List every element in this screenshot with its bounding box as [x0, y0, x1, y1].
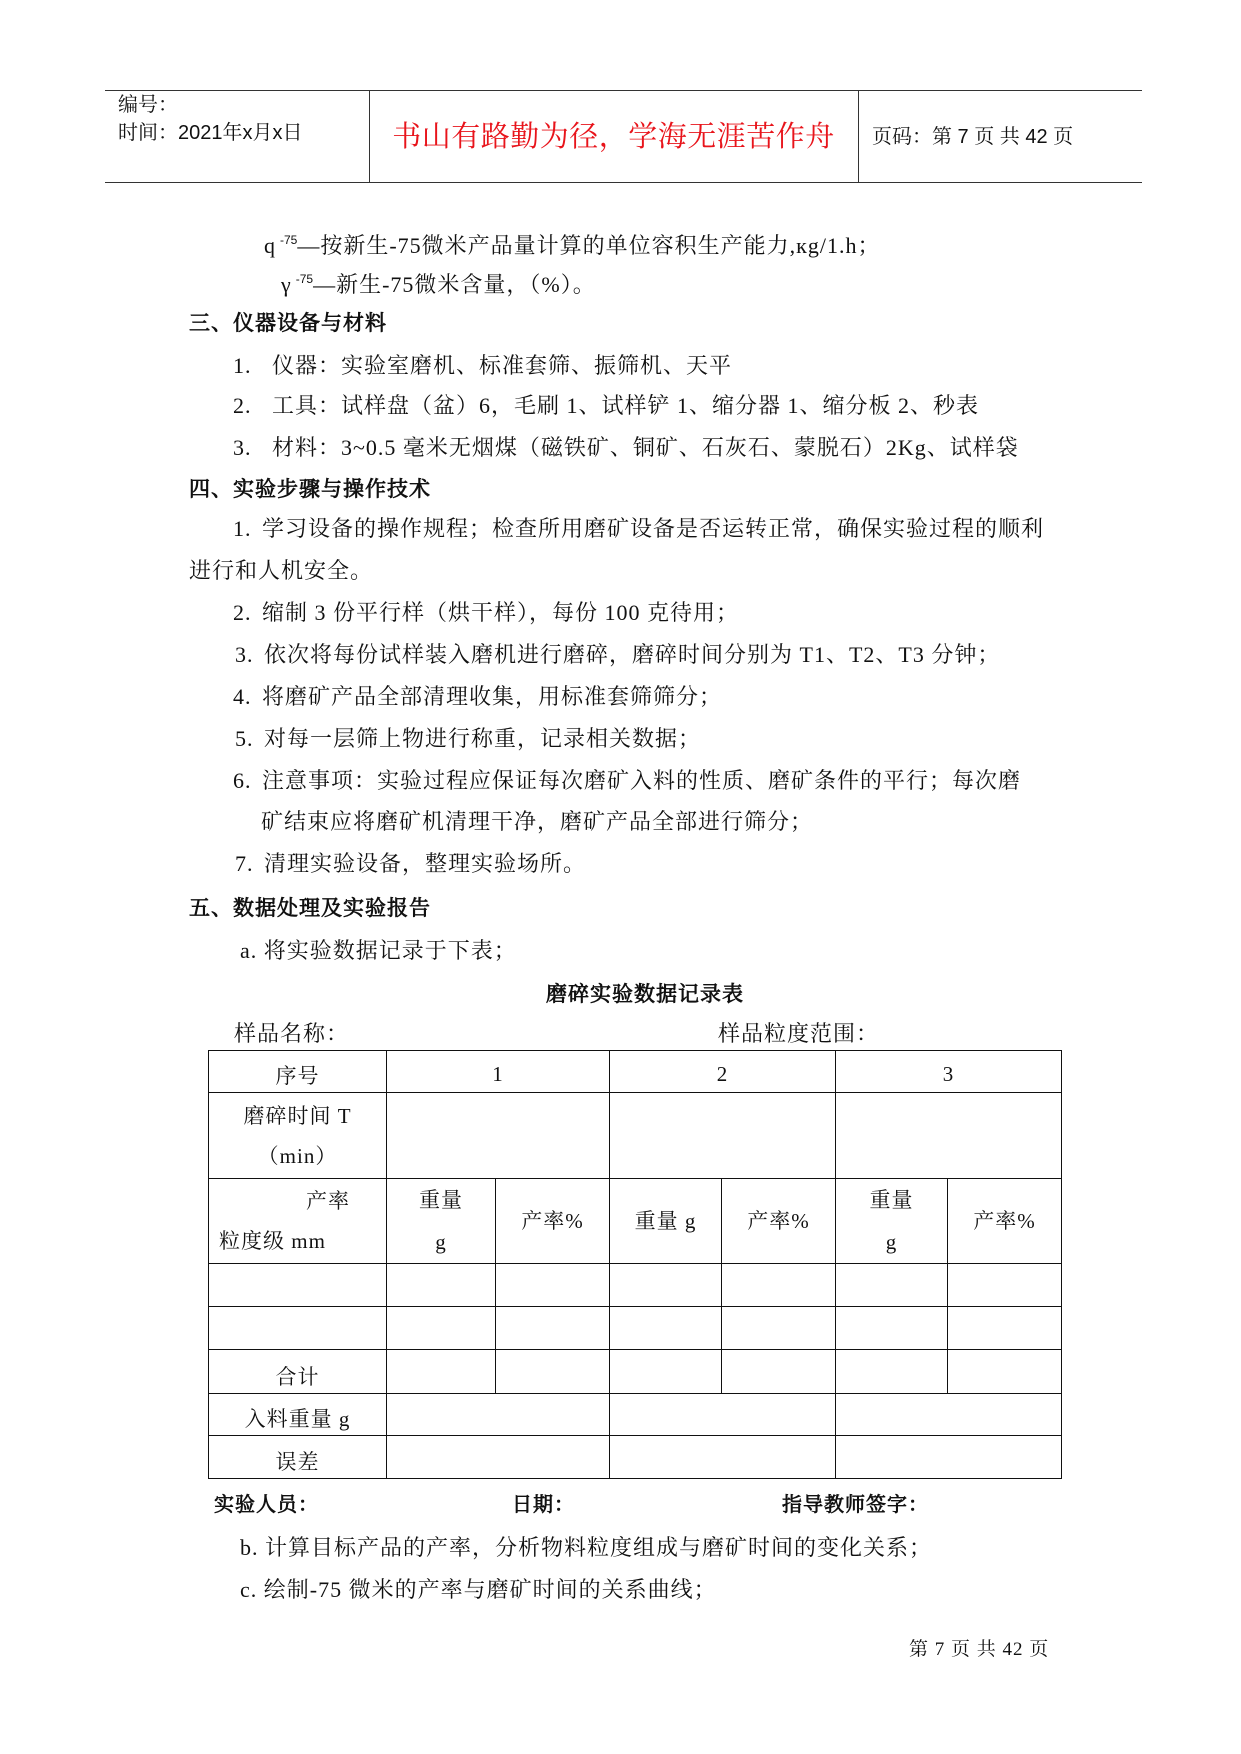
table-row-total [209, 1350, 1062, 1394]
grinding-time-text: 磨碎时间 T [243, 1103, 352, 1128]
yield-header [722, 1179, 836, 1264]
weight-header-text: 重量 g [634, 1209, 697, 1233]
table-cell [722, 1307, 836, 1350]
section4-item-1 [233, 516, 1044, 542]
sequence-label: 序号 [209, 1051, 387, 1093]
table-cell [948, 1350, 1062, 1394]
item-text: 缩制 3 份平行样（烘干样），每份 100 克待用； [262, 600, 740, 625]
item-text: 注意事项：实验过程应保证每次磨矿入料的性质、磨矿条件的平行；每次磨 [262, 768, 1022, 793]
section4-heading: 四、实验步骤与操作技术 [189, 478, 431, 501]
sample-size-range-label: 样品粒度范围： [718, 1021, 880, 1046]
table-cell [610, 1350, 722, 1394]
experimenter-label: 实验人员： [214, 1494, 319, 1516]
weight-header [610, 1179, 722, 1264]
header-bottom-rule [105, 182, 1142, 183]
section4-item-3 [235, 642, 1000, 668]
document-time-label: 时间：2021年x月x日 [118, 122, 303, 144]
table-cell [387, 1350, 496, 1394]
item-text: 清理实验设备，整理实验场所。 [264, 851, 587, 876]
header-top-rule [105, 90, 1142, 91]
item-number: 1. [233, 353, 252, 378]
section3-item-2 [233, 393, 979, 419]
yield-header-text: 产率% [747, 1209, 810, 1233]
item-number: 4. [233, 684, 252, 709]
section4-item-7 [235, 851, 586, 877]
section4-item-4 [233, 684, 722, 710]
table-cell [610, 1436, 836, 1479]
section3-heading: 三、仪器设备与材料 [189, 312, 387, 335]
step-a: a. 将实验数据记录于下表； [240, 938, 517, 963]
table-row-sequence [209, 1051, 1062, 1093]
error-label: 误差 [209, 1436, 387, 1479]
step-b: b. 计算目标产品的产率，分析物料粒度组成与磨矿时间的变化关系； [240, 1535, 933, 1560]
header-divider-right [858, 90, 859, 182]
feed-weight-label: 入料重量 g [209, 1394, 387, 1436]
definition-symbol: γ [281, 272, 292, 297]
corner-size-label: 粒度级 mm [219, 1229, 326, 1253]
definition-gamma [281, 266, 596, 298]
table-cell [948, 1307, 1062, 1350]
table-cell [209, 1307, 387, 1350]
table-row-subheader [209, 1179, 1062, 1264]
table-cell [387, 1394, 610, 1436]
item-number: 1. [233, 516, 252, 541]
table-row-grinding-time [209, 1093, 1062, 1179]
table-row [209, 1307, 1062, 1350]
item-number: 3. [233, 435, 252, 460]
item-number: 2. [233, 600, 252, 625]
section4-item-1-continuation: 进行和人机安全。 [189, 558, 374, 583]
table-cell [209, 1264, 387, 1307]
table-cell [836, 1394, 1062, 1436]
definition-q [264, 227, 880, 259]
grinding-time-unit: （min） [257, 1143, 338, 1168]
table-cell [496, 1350, 610, 1394]
table-row [209, 1264, 1062, 1307]
table-cell [387, 1436, 610, 1479]
table-cell [610, 1264, 722, 1307]
item-number: 6. [233, 768, 252, 793]
table-cell [722, 1264, 836, 1307]
table-cell [722, 1350, 836, 1394]
weight-header-unit: g [885, 1230, 898, 1254]
item-number: 5. [235, 726, 254, 751]
section3-item-3 [233, 435, 1019, 461]
table-cell [836, 1093, 1062, 1179]
table-cell [948, 1264, 1062, 1307]
definition-superscript: -75 [280, 233, 298, 247]
table-cell [836, 1264, 948, 1307]
sequence-value-1: 1 [387, 1051, 610, 1093]
grinding-data-table [208, 1050, 1062, 1479]
table-title: 磨碎实验数据记录表 [546, 983, 744, 1006]
item-text: 将磨矿产品全部清理收集，用标准套筛筛分； [262, 684, 723, 709]
item-text: 材料：3~0.5 毫米无烟煤（磁铁矿、铜矿、石灰石、蒙脱石）2Kg、试样袋 [272, 435, 1019, 460]
teacher-signature-label: 指导教师签字： [782, 1494, 929, 1516]
weight-header-text: 重量 [419, 1188, 463, 1212]
table-cell [387, 1307, 496, 1350]
item-text: 工具：试样盘（盆）6，毛刷 1、试样铲 1、缩分器 1、缩分板 2、秒表 [272, 393, 980, 418]
total-label: 合计 [209, 1350, 387, 1394]
header-motto: 书山有路勤为径，学海无涯苦作舟 [392, 121, 835, 153]
size-yield-corner-header [209, 1179, 387, 1264]
section4-item-6-continuation: 矿结束应将磨矿机清理干净，磨矿产品全部进行筛分； [261, 809, 814, 834]
table-cell [496, 1264, 610, 1307]
table-cell [836, 1436, 1062, 1479]
item-text: 对每一层筛上物进行称重，记录相关数据； [264, 726, 702, 751]
yield-header-text: 产率% [973, 1209, 1036, 1233]
weight-header [387, 1179, 496, 1264]
header-page-label: 页码：第 7 页 共 42 页 [872, 126, 1074, 148]
yield-header-text: 产率% [521, 1209, 584, 1233]
section4-item-6 [233, 768, 1021, 794]
section5-heading: 五、数据处理及实验报告 [189, 897, 431, 920]
table-cell [496, 1307, 610, 1350]
weight-header-text: 重量 [869, 1188, 914, 1212]
sequence-value-3: 3 [836, 1051, 1062, 1093]
document-number-label: 编号： [118, 94, 178, 116]
definition-symbol: q [264, 233, 276, 258]
weight-header [836, 1179, 948, 1264]
definition-text: —按新生-75微米产品量计算的单位容积生产能力,кg/1.h； [297, 233, 881, 258]
corner-yield-label: 产率 [306, 1189, 350, 1213]
yield-header [948, 1179, 1062, 1264]
date-label: 日期： [512, 1494, 575, 1516]
table-row-error [209, 1436, 1062, 1479]
definition-superscript: -75 [295, 272, 314, 286]
section4-item-2 [233, 600, 739, 626]
item-number: 7. [235, 851, 254, 876]
sample-name-label: 样品名称： [234, 1021, 350, 1046]
sequence-value-2: 2 [610, 1051, 836, 1093]
step-c: c. 绘制-75 微米的产率与磨矿时间的关系曲线； [240, 1577, 717, 1602]
item-text: 仪器：实验室磨机、标准套筛、振筛机、天平 [272, 353, 733, 378]
table-cell [610, 1093, 836, 1179]
section3-item-1 [233, 353, 732, 379]
yield-header [496, 1179, 610, 1264]
item-text: 学习设备的操作规程；检查所用磨矿设备是否运转正常，确保实验过程的顺利 [262, 516, 1045, 541]
item-text: 依次将每份试样装入磨机进行磨碎，磨碎时间分别为 T1、T2、T3 分钟； [264, 642, 1001, 667]
table-cell [610, 1394, 836, 1436]
section4-item-5 [235, 726, 701, 752]
definition-text: —新生-75微米含量，（%）。 [313, 272, 596, 297]
table-cell [387, 1093, 610, 1179]
table-cell [836, 1350, 948, 1394]
table-row-feed-weight [209, 1394, 1062, 1436]
item-number: 3. [235, 642, 254, 667]
table-cell [610, 1307, 722, 1350]
weight-header-unit: g [435, 1230, 447, 1254]
footer-page-number: 第 7 页 共 42 页 [909, 1639, 1050, 1660]
grinding-time-label [209, 1093, 387, 1179]
item-number: 2. [233, 393, 252, 418]
table-cell [836, 1307, 948, 1350]
table-cell [387, 1264, 496, 1307]
